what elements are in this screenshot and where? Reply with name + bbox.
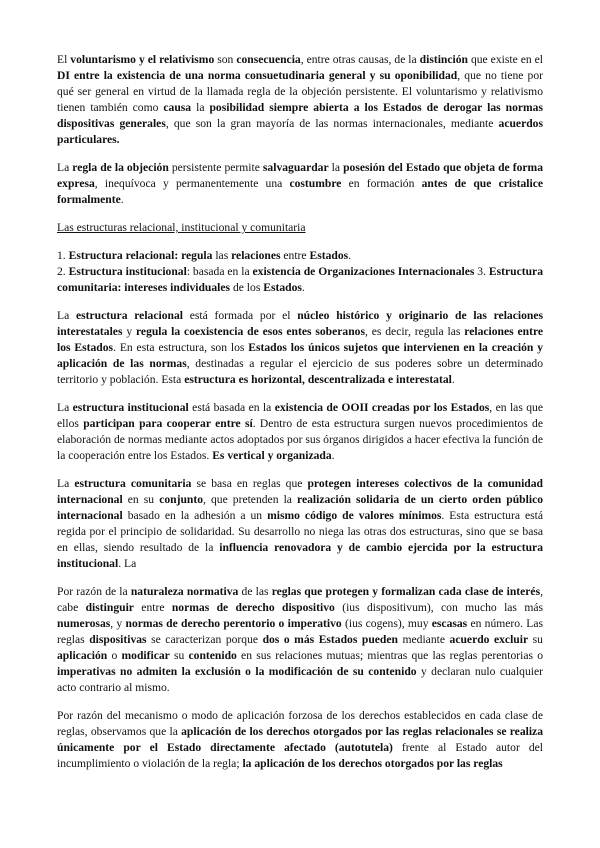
text-run: se basa en reglas que [191, 477, 308, 490]
text-run: basado en la adhesión a un [122, 509, 268, 522]
text-run: , que pretenden la [203, 493, 298, 506]
text-run: (ius cogens), muy [341, 617, 432, 630]
text-run: su [528, 633, 543, 646]
bold-run: Estructura relacional: regula [68, 249, 213, 262]
text-run: La [57, 401, 73, 414]
text-run: en su [122, 493, 160, 506]
bold-run: dispositivas [89, 633, 147, 646]
bold-run: la aplicación de los derechos otorgados por las reglas [242, 757, 503, 770]
bold-run: influencia renovadora y de cambio ejercida por la estructura institucional [57, 541, 543, 570]
bold-run: aplicación [57, 649, 108, 662]
bold-run: protegen intereses colectivos de la comunidad internacional [57, 477, 544, 506]
text-run: son [214, 53, 237, 66]
text-run: , inequívoca y permanentemente una [94, 177, 290, 190]
bold-run: Estructura comunitaria: intereses individuales [57, 265, 544, 294]
text-run: . [348, 249, 352, 262]
text-run: , que son la gran mayoría de las normas internacionales, mediante [165, 117, 499, 130]
text-run: frente al Estado autor del incumplimiento o violación de la regla; [57, 741, 544, 770]
text-run: . [451, 373, 455, 386]
text-run: . [331, 449, 335, 462]
text-run: 2. [57, 265, 69, 278]
bold-run: mismo código de valores mínimos [267, 509, 442, 522]
text-run: , entre otras causas, de la [300, 53, 420, 66]
text-run: entre [280, 249, 310, 262]
text-run: , en las que ellos [57, 401, 543, 430]
text-run: , destinadas a regular el ejercicio de sus poderes sobre un determinado territorio y población. Esta [57, 357, 543, 386]
text-run: en sus relaciones mutuas; mientras que las reglas perentorias o [236, 649, 543, 662]
bold-run: modificar [121, 649, 170, 662]
bold-run: conjunto [159, 493, 203, 506]
bold-run: escasas [431, 617, 468, 630]
section-heading: Las estructuras relacional, institucional y comunitaria [57, 221, 306, 234]
text-run: y [122, 325, 136, 338]
text-run: su [169, 649, 189, 662]
bold-run: existencia de OOII creadas por los Estados [274, 401, 490, 414]
bold-run: relaciones [231, 249, 281, 262]
text-run: . [120, 193, 124, 206]
bold-run: regla de la objeción [72, 161, 169, 174]
bold-run: estructura comunitaria [74, 477, 192, 490]
bold-run: Estructura institucional [68, 265, 187, 278]
bold-run: participan para cooperar entre sí [83, 417, 253, 430]
bold-run: acuerdos particulares. [57, 117, 543, 146]
paragraph-voluntarismo [57, 52, 543, 148]
text-run: . [301, 281, 305, 294]
text-run: Por razón del mecanismo o modo de aplicación forzosa de los derechos establecidos en cada clase de reglas, observamos que la [57, 709, 543, 738]
bold-run: acuerdo excluir [449, 633, 529, 646]
text-run: (ius dispositivum), con mucho las más [334, 601, 543, 614]
text-run: 3. [474, 265, 489, 278]
bold-run: posibilidad siempre abierta a los Estados de derogar las normas dispositivas generales [57, 101, 543, 130]
text-run: mediante [397, 633, 450, 646]
bold-run: estructura es horizontal, descentralizada e interestatal [184, 373, 452, 386]
text-run: , cabe [57, 585, 543, 614]
list-item-institucional [57, 264, 543, 296]
bold-run: normas de derecho perentorio o imperativo [125, 617, 342, 630]
paragraph-naturaleza-normativa [57, 584, 543, 696]
list-item-relacional [57, 248, 543, 264]
text-run: Por razón de la [57, 585, 131, 598]
text-run: . En esta estructura, son los [113, 341, 249, 354]
text-run: o [107, 649, 122, 662]
bold-run: normas de derecho dispositivo [171, 601, 335, 614]
bold-run: voluntarismo y el relativismo [70, 53, 215, 66]
bold-run: contenido [188, 649, 237, 662]
bold-run: reglas que protegen y formalizan cada clase de interés [271, 585, 541, 598]
bold-run: Estados [263, 281, 302, 294]
text-run: : basada en la [186, 265, 253, 278]
text-run: , es decir, regula las [364, 325, 465, 338]
text-run: La [57, 161, 73, 174]
text-run: 1. [57, 249, 69, 262]
bold-run: naturaleza normativa [130, 585, 239, 598]
structures-list [57, 248, 543, 296]
bold-run: DI entre la existencia de una norma consuetudinaria general y su oponibilidad [57, 69, 458, 82]
text-run: La [57, 309, 76, 322]
text-run: entre [133, 601, 172, 614]
text-run: las [212, 249, 232, 262]
text-run: la [191, 101, 210, 114]
bold-run: relaciones entre los Estados [57, 325, 544, 354]
text-run: que existe en el [467, 53, 543, 66]
text-run: está formada por el [182, 309, 298, 322]
text-run: de las [238, 585, 272, 598]
text-run: en formación [341, 177, 422, 190]
paragraph-estructura-relacional [57, 308, 543, 388]
text-run: la [328, 161, 344, 174]
bold-run: estructura institucional [72, 401, 189, 414]
text-run: . Esta estructura está regida por el principio de solidaridad. Su desarrollo no niega las otras dos estructuras, sino que se basa en ellas, siendo resultado de la [57, 509, 543, 554]
bold-run: regula la coexistencia de esos entes soberanos [135, 325, 365, 338]
bold-run: costumbre [289, 177, 342, 190]
bold-run: distinguir [85, 601, 134, 614]
bold-run: dos o más Estados pueden [262, 633, 398, 646]
bold-run: causa [163, 101, 192, 114]
bold-run: núcleo histórico y originario de las relaciones interestatales [57, 309, 543, 338]
bold-run: distinción [419, 53, 468, 66]
paragraph-estructura-comunitaria [57, 476, 543, 572]
text-run: . Dentro de esta estructura surgen nuevos procedimientos de elaboración de normas mediante actos adoptados por sus órganos dirigidos a hacer efectiva la función de la cooperación entre los Estados. [57, 417, 543, 462]
bold-run: existencia de Organizaciones Internacionales [252, 265, 475, 278]
text-run: y declaran nulo cualquier acto contrario al mismo. [57, 665, 543, 694]
paragraph-regla-objecion [57, 160, 543, 208]
text-run: , y [110, 617, 126, 630]
bold-run: Es vertical y organizada [212, 449, 332, 462]
bold-run: realización solidaria de un cierto orden público internacional [57, 493, 544, 522]
bold-run: salvaguardar [262, 161, 329, 174]
text-run: se caracterizan porque [146, 633, 263, 646]
paragraph-mecanismo-aplicacion [57, 708, 543, 772]
bold-run: aplicación de los derechos otorgados por las reglas relacionales se realiza únicamente por el Estado directamente afectado (autotutela) [57, 725, 543, 754]
bold-run: numerosas [57, 617, 111, 630]
bold-run: estructura relacional [75, 309, 183, 322]
bold-run: posesión del Estado que objeta de forma expresa [57, 161, 543, 190]
text-run: está basada en la [188, 401, 275, 414]
bold-run: antes de que cristalice formalmente [57, 177, 543, 206]
text-run: La [57, 477, 75, 490]
text-run: , que no tiene por qué ser general en virtud de la llamada regla de la objeción persistente. El voluntarismo y relativismo tienen también como [57, 69, 543, 114]
text-run: de los [230, 281, 264, 294]
bold-run: Estados [309, 249, 349, 262]
paragraph-estructura-institucional [57, 400, 543, 464]
bold-run: Estados los únicos sujetos que intervienen en la creación y aplicación de las normas [57, 341, 544, 370]
text-run: El [57, 53, 71, 66]
text-run: persistente permite [168, 161, 263, 174]
text-run: en número. Las reglas [57, 617, 543, 646]
text-run: . La [118, 557, 137, 570]
bold-run: consecuencia [236, 53, 301, 66]
bold-run: imperativas no admiten la exclusión o la modificación de su contenido [57, 665, 417, 678]
